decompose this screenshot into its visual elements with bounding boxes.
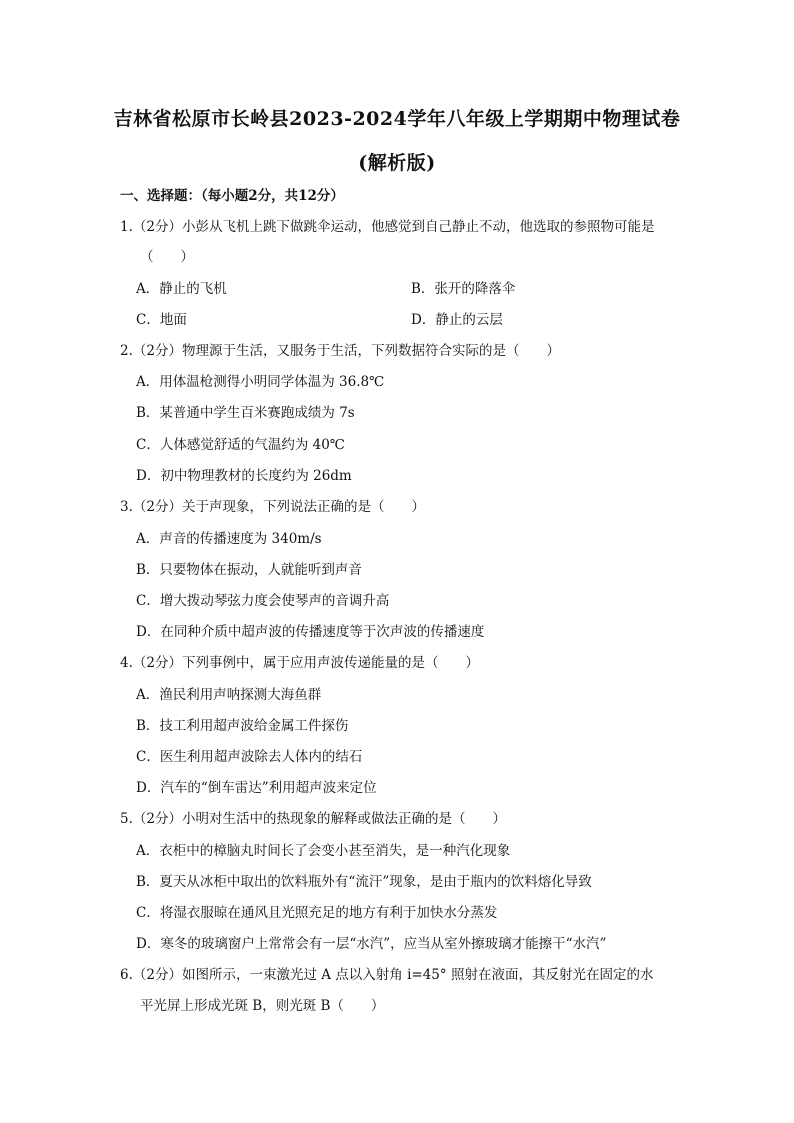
question-5-option-b: B．夏天从冰柜中取出的饮料瓶外有“流汗”现象，是由于瓶内的饮料熔化导致 (136, 874, 592, 890)
section-heading: 一、选择题：（每小题2分，共12分） (120, 188, 344, 204)
question-5-option-d: D．寒冬的玻璃窗户上常常会有一层“水汽”，应当从室外擦玻璃才能擦干“水汽” (136, 936, 607, 952)
question-5-option-c: C．将湿衣服晾在通风且光照充足的地方有利于加快水分蒸发 (136, 905, 498, 921)
question-1-text: 1.（2分）小彭从飞机上跳下做跳伞运动，他感觉到自己静止不动，他选取的参照物可能是 (120, 219, 655, 235)
question-3-option-b: B．只要物体在振动，人就能听到声音 (136, 562, 362, 578)
question-6-text: 6.（2分）如图所示，一束激光过 A 点以入射角 i=45° 照射在液面，其反射光在固定的水 (120, 967, 654, 983)
question-4-option-c: C．医生利用超声波除去人体内的结石 (136, 749, 363, 765)
question-2-option-a: A．用体温枪测得小明同学体温为 36.8℃ (136, 374, 385, 390)
question-4-option-a: A．渔民利用声呐探测大海鱼群 (136, 687, 322, 703)
question-2-text: 2.（2分）物理源于生活，又服务于生活，下列数据符合实际的是（ ） (120, 343, 560, 359)
exam-title: 吉林省松原市长岭县2023-2024学年八年级上学期期中物理试卷 (113, 108, 681, 130)
question-5-option-a: A．衣柜中的樟脑丸时间长了会变小甚至消失，是一种汽化现象 (136, 843, 511, 859)
question-3-text: 3.（2分）关于声现象，下列说法正确的是（ ） (120, 499, 425, 515)
question-4-option-b: B．技工利用超声波给金属工件探伤 (136, 718, 349, 734)
question-3-option-c: C．增大拨动琴弦力度会使琴声的音调升高 (136, 593, 390, 609)
question-2-option-d: D．初中物理教材的长度约为 26dm (136, 468, 352, 484)
question-1-option-a: A．静止的飞机 (136, 281, 227, 297)
exam-title-subtitle: (解析版) (358, 152, 436, 174)
question-1-option-c: C．地面 (136, 312, 187, 328)
question-6-text-cont: 平光屏上形成光斑 B，则光斑 B（ ） (140, 998, 385, 1014)
question-1-text-cont: （ ） (140, 249, 194, 265)
question-3-option-d: D．在同种介质中超声波的传播速度等于次声波的传播速度 (136, 624, 485, 640)
question-3-option-a: A．声音的传播速度为 340m/s (136, 531, 322, 547)
question-2-option-c: C．人体感觉舒适的气温约为 40℃ (136, 437, 345, 453)
question-1-option-b: B．张开的降落伞 (411, 281, 516, 297)
question-1-option-d: D．静止的云层 (411, 312, 503, 328)
question-4-text: 4.（2分）下列事例中，属于应用声波传递能量的是（ ） (120, 655, 479, 671)
question-2-option-b: B．某普通中学生百米赛跑成绩为 7s (136, 405, 355, 421)
question-5-text: 5.（2分）小明对生活中的热现象的解释或做法正确的是（ ） (120, 811, 506, 827)
question-4-option-d: D．汽车的“倒车雷达”利用超声波来定位 (136, 780, 377, 796)
